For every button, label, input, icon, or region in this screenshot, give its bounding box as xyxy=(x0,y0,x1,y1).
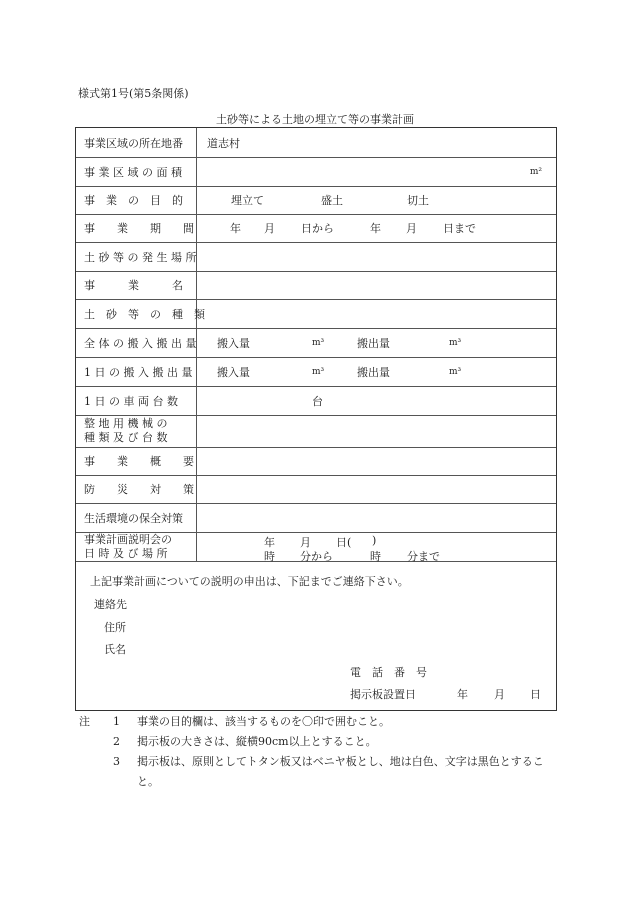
posting-year-unit: 年 xyxy=(457,688,468,701)
row-soil-type xyxy=(76,299,556,329)
briefing-month: 月 xyxy=(300,536,311,549)
posting-month-unit: 月 xyxy=(494,688,505,701)
vehicles-unit: 台 xyxy=(312,394,323,408)
purpose-option-cut[interactable]: 切土 xyxy=(407,194,429,207)
label-environment: 生活環境の保全対策 xyxy=(84,511,183,525)
briefing-day-close: ) xyxy=(372,534,377,547)
note-text: 事業の目的欄は、該当するものを〇印で囲むこと。 xyxy=(137,715,390,728)
notice-text: 上記事業計画についての説明の申出は、下記までご連絡下さい。 xyxy=(90,575,409,588)
briefing-hour-end: 時 xyxy=(370,550,381,563)
total-inbound-label: 搬入量 xyxy=(217,336,250,350)
label-briefing: 事業計画説明会の 日 時 及 び 場 所 xyxy=(84,532,172,560)
posting-day-unit: 日 xyxy=(530,688,541,701)
briefing-day: 日( xyxy=(336,536,352,549)
daily-outbound-label: 搬出量 xyxy=(357,365,390,379)
daily-inbound-label: 搬入量 xyxy=(217,365,250,379)
row-total-volume xyxy=(76,328,556,358)
label-overview: 事 業 概 要 xyxy=(84,455,194,468)
label-total-volume: 全 体 の 搬 入 搬 出 量 xyxy=(84,336,197,350)
contact-label: 連絡先 xyxy=(94,598,127,611)
period-start-day: 日から xyxy=(301,222,334,235)
period-end-month: 月 xyxy=(406,222,417,235)
note-number: 2 xyxy=(113,735,120,748)
briefing-year: 年 xyxy=(264,536,275,549)
purpose-option-landfill[interactable]: 埋立て xyxy=(231,194,264,207)
document-title: 土砂等による土地の埋立て等の事業計画 xyxy=(216,113,414,126)
label-daily-volume: 1 日 の 搬 入 搬 出 量 xyxy=(84,365,193,379)
note-text: 掲示板は、原則としてトタン板又はベニヤ板とし、地は白色、文字は黒色とすること。 xyxy=(137,755,544,788)
plan-form-table xyxy=(75,127,557,711)
form-number: 様式第1号(第5条関係) xyxy=(78,87,189,100)
notes-section xyxy=(79,712,559,792)
note-item xyxy=(79,732,559,752)
label-soil-origin: 土 砂 等 の 発 生 場 所 xyxy=(84,250,197,264)
label-project-name: 事 業 名 xyxy=(84,279,183,292)
note-number: 3 xyxy=(113,755,120,768)
purpose-option-embankment[interactable]: 盛土 xyxy=(321,194,343,207)
row-environment xyxy=(76,503,556,533)
label-disaster-prevention: 防 災 対 策 xyxy=(84,483,194,496)
label-soil-type: 土 砂 等 の 種 類 xyxy=(84,307,205,321)
briefing-hour-start: 時 xyxy=(264,550,275,563)
daily-inbound-unit: m³ xyxy=(312,366,325,377)
briefing-minute-start: 分から xyxy=(300,550,333,563)
name-label: 氏名 xyxy=(104,643,126,656)
row-purpose xyxy=(76,186,556,215)
row-location xyxy=(76,128,556,158)
note-item xyxy=(79,752,559,792)
row-machinery xyxy=(76,415,556,448)
row-soil-origin xyxy=(76,242,556,272)
period-end-year: 年 xyxy=(370,222,381,235)
label-location: 事業区域の所在地番 xyxy=(84,136,183,150)
area-unit: m² xyxy=(529,166,542,177)
label-area: 事 業 区 域 の 面 積 xyxy=(84,165,182,179)
row-overview xyxy=(76,447,556,476)
period-end-day: 日まで xyxy=(443,222,476,235)
note-text: 掲示板の大きさは、縦横90cm以上とすること。 xyxy=(137,735,377,748)
total-outbound-label: 搬出量 xyxy=(357,336,390,350)
label-period: 事 業 期 間 xyxy=(84,222,194,235)
row-period xyxy=(76,214,556,243)
total-inbound-unit: m³ xyxy=(312,337,325,348)
row-project-name xyxy=(76,271,556,300)
posting-date-label: 掲示板設置日 xyxy=(350,688,416,701)
address-label: 住所 xyxy=(104,621,126,634)
location-value[interactable]: 道志村 xyxy=(207,136,240,150)
row-disaster-prevention xyxy=(76,475,556,504)
row-daily-volume xyxy=(76,357,556,387)
period-start-month: 月 xyxy=(264,222,275,235)
total-outbound-unit: m³ xyxy=(449,337,462,348)
label-machinery: 整 地 用 機 械 の 種 類 及 び 台 数 xyxy=(84,417,168,444)
row-vehicles xyxy=(76,386,556,416)
note-number: 1 xyxy=(113,715,120,728)
briefing-minute-end: 分まで xyxy=(407,550,440,563)
notice-section xyxy=(76,550,556,710)
daily-outbound-unit: m³ xyxy=(449,366,462,377)
label-purpose: 事 業 の 目 的 xyxy=(84,194,183,207)
period-start-year: 年 xyxy=(230,222,241,235)
phone-label: 電 話 番 号 xyxy=(350,666,427,679)
label-vehicles: 1 日 の 車 両 台 数 xyxy=(84,394,178,408)
note-item xyxy=(79,712,559,732)
row-area xyxy=(76,157,556,187)
notes-head: 注 xyxy=(79,715,90,728)
